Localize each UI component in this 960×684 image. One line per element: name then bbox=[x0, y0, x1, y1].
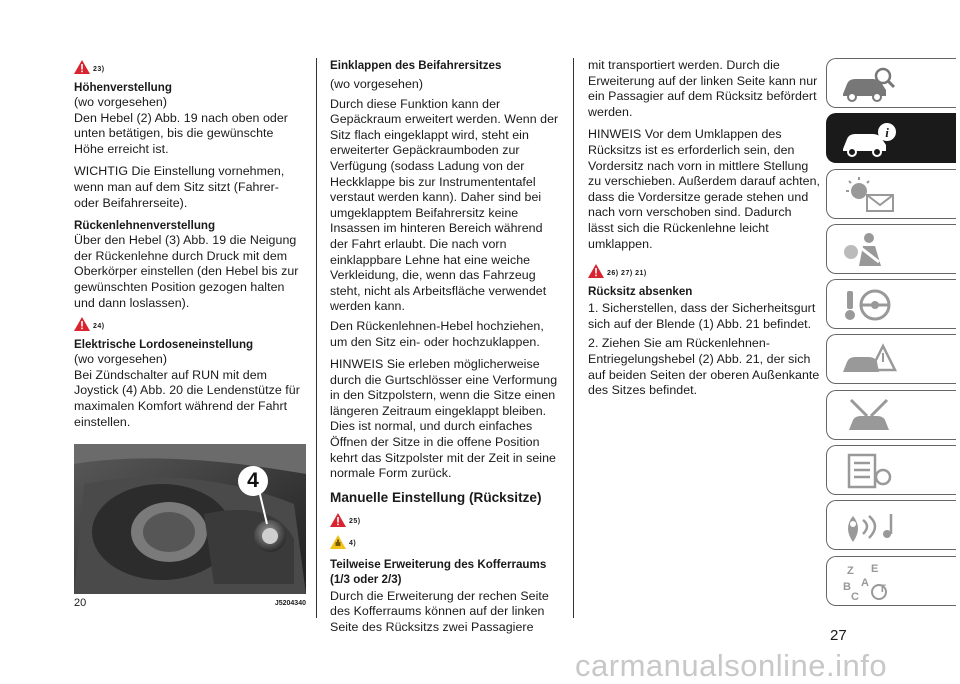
heading-einklappen: Einklappen des Beifahrersitzes bbox=[330, 59, 502, 72]
tab-technical-data[interactable] bbox=[826, 445, 956, 495]
airbag-person-icon bbox=[839, 230, 899, 270]
column-right bbox=[588, 58, 820, 399]
chapter-tabs bbox=[826, 58, 956, 611]
tab-index[interactable] bbox=[826, 556, 956, 606]
paragraph: HINWEIS Sie erleben möglicherweise durch die Gurtschlösser eine Verformung in den Sitzpolstern, wenn die Sitze einen längeren Zeitraum eingeklappt bleiben. Dies ist normal, und durch einfaches Öffnen der Sitze in die offene Position kehrt das Sitzpolster mit der Zeit in seine normale Form zurück. bbox=[330, 357, 558, 481]
paragraph: Den Hebel (2) Abb. 19 nach oben oder unten betätigen, bis die gewünschte Höhe erreicht ist. bbox=[74, 110, 288, 156]
paragraph: mit transportiert werden. Durch die Erweiterung auf der linken Seite kann nur ein Passagier auf dem Rücksitz befördert werden. bbox=[588, 58, 818, 119]
warning-note bbox=[588, 262, 820, 280]
tab-multimedia[interactable] bbox=[826, 500, 956, 550]
warning-triangle-icon bbox=[588, 264, 604, 278]
svg-text:i: i bbox=[885, 125, 889, 141]
warning-ref: 26) 27) 21) bbox=[607, 269, 647, 277]
page-number: 27 bbox=[830, 627, 847, 644]
warning-triangle-icon bbox=[74, 60, 90, 74]
tab-car-search[interactable] bbox=[826, 58, 956, 108]
column-divider bbox=[316, 58, 317, 618]
paragraph: 1. Sicherstellen, dass der Sicherheitsgurt sich auf der Blende (1) Abb. 21 befindet. bbox=[588, 301, 816, 331]
heading-lordoseneinstellung: Elektrische Lordoseneinstellung bbox=[74, 338, 254, 352]
warning-note bbox=[74, 315, 306, 333]
tab-emergency[interactable] bbox=[826, 334, 956, 384]
figure-code: J5204340 bbox=[274, 600, 306, 608]
heading-ruecksitz-absenken: Rücksitz absenken bbox=[588, 285, 693, 299]
tab-car-info[interactable] bbox=[826, 113, 956, 163]
paragraph: WICHTIG Die Einstellung vornehmen, wenn man auf dem Sitz sitzt (Fahrer- oder Beifahrerseite). bbox=[74, 164, 285, 210]
steering-key-icon bbox=[839, 285, 899, 325]
paragraph: Durch diese Funktion kann der Gepäckraum erweitert werden. Wenn der Sitz flach eingeklappt wird, steht ein erweiterter Gepäckraumboden zur Verfügung (sodass Ladung von der Heckklappe bis zur Instrumententafel verstaut werden kann). Daher sind bei umgeklapptem Beifahrersitz keine Insassen im hinteren Bereich während der Fahrt erlaubt. Die nach vorn einklappbare Lehne hat eine weiche Verkleidung, die, wenn das Fahrzeug steht, nicht als Arbeitsfläche verwendet werden kann. bbox=[330, 96, 559, 314]
car-warning-icon bbox=[839, 340, 899, 380]
warning-ref: 25) bbox=[349, 518, 361, 526]
caution-ref: 4) bbox=[349, 540, 357, 548]
column-middle bbox=[330, 58, 562, 636]
paragraph: Bei Zündschalter auf RUN mit dem Joystick (4) Abb. 20 die Lendenstütze für maximalen Komfort während der Fahrt einstellen. bbox=[74, 367, 300, 429]
tab-lights-messages[interactable] bbox=[826, 169, 956, 219]
svg-text:B: B bbox=[843, 580, 851, 593]
paragraph: 2. Ziehen Sie am Rückenlehnen-Entriegelungshebel (2) Abb. 21, der sich auf beiden Seiten der oberen Außenkante des Sitzes befindet. bbox=[588, 336, 820, 398]
seat-photo-illustration bbox=[74, 444, 306, 594]
svg-text:A: A bbox=[861, 576, 869, 589]
light-message-icon bbox=[839, 175, 899, 215]
warning-ref: 23) bbox=[93, 65, 105, 73]
warning-note bbox=[330, 511, 562, 529]
seat-joystick-photo bbox=[74, 444, 306, 594]
photo-callout-label: 4 bbox=[238, 466, 268, 496]
paragraph: Den Rückenlehnen-Hebel hochziehen, um den Sitz ein- oder hochzuklappen. bbox=[330, 318, 544, 349]
car-info-icon bbox=[839, 119, 899, 159]
tab-servicing[interactable] bbox=[826, 390, 956, 440]
caution-note bbox=[330, 533, 562, 551]
warning-triangle-icon bbox=[330, 513, 346, 527]
svg-text:Z: Z bbox=[847, 564, 854, 577]
car-search-icon bbox=[839, 64, 899, 104]
warning-note bbox=[74, 58, 306, 76]
heading-hoehenverstellung: Höhenverstellung bbox=[74, 81, 172, 94]
figure-number: 20 bbox=[74, 597, 87, 610]
column-left bbox=[74, 58, 306, 609]
tools-car-icon bbox=[839, 396, 899, 436]
figure-caption bbox=[74, 597, 306, 609]
watermark: carmanualsonline.info bbox=[575, 648, 888, 683]
heading-rueckenlehnenverstellung: Rückenlehnenverstellung bbox=[74, 219, 216, 233]
checklist-icon bbox=[839, 451, 899, 491]
paragraph: Über den Hebel (3) Abb. 19 die Neigung der Rückenlehne durch Druck mit dem Oberkörper einstellen (den Hebel bis zur gewünschten Position gezogen halten und dann loslassen). bbox=[74, 233, 299, 310]
alphabet-index-icon bbox=[839, 562, 899, 602]
paragraph: (wo vorgesehen) bbox=[330, 77, 424, 91]
media-navigation-icon bbox=[839, 506, 899, 546]
paragraph: (wo vorgesehen) bbox=[74, 352, 168, 367]
tab-safety[interactable] bbox=[826, 224, 956, 274]
warning-ref: 24) bbox=[93, 322, 105, 330]
tab-starting-driving[interactable] bbox=[826, 279, 956, 329]
paragraph: HINWEIS Vor dem Umklappen des Rücksitzs ist es erforderlich sein, den Vordersitz nach vorn in mittlere Stellung zu verschieben. Außerdem darauf achten, dass die Vordersitze gerade stehen und nach vorn verschoben sind. Dadurch lässt sich die Rückenlehne leicht umklappen. bbox=[588, 127, 820, 251]
paragraph: (wo vorgesehen) bbox=[74, 95, 168, 109]
svg-text:T: T bbox=[879, 582, 886, 595]
paragraph: Durch die Erweiterung der rechen Seite des Kofferraums können auf der linken Seite des Rücksitzs zwei Passagiere bbox=[330, 588, 549, 635]
column-divider bbox=[573, 58, 574, 618]
heading-manuelle-einstellung: Manuelle Einstellung (Rücksitze) bbox=[330, 489, 542, 505]
heading-teilweise-erweiterung: Teilweise Erweiterung des Kofferraums (1/3 oder 2/3) bbox=[330, 557, 547, 586]
caution-triangle-icon bbox=[330, 535, 346, 549]
warning-triangle-icon bbox=[74, 317, 90, 331]
svg-text:C: C bbox=[851, 590, 859, 602]
svg-text:E: E bbox=[871, 562, 879, 575]
